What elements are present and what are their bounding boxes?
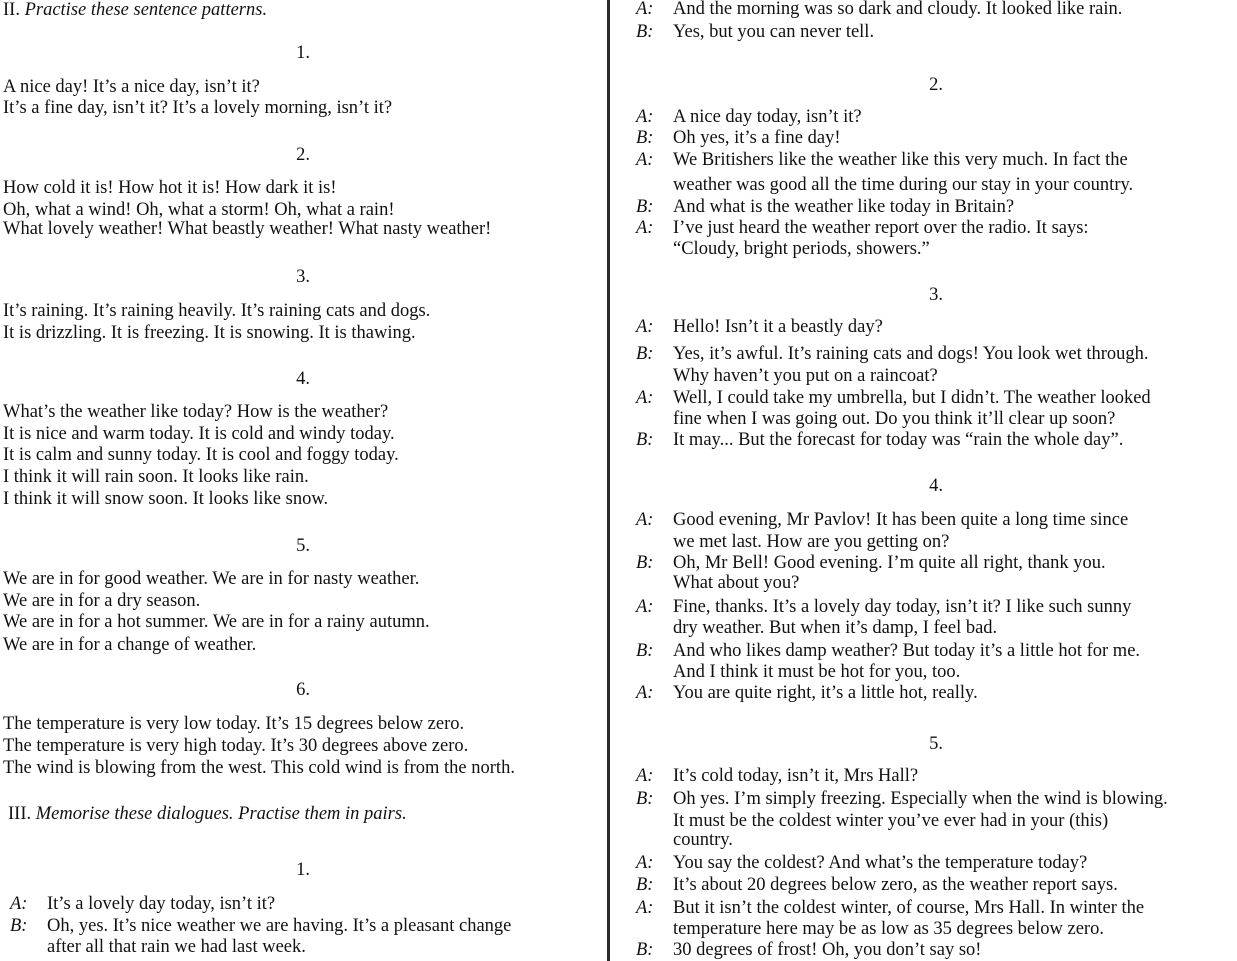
dialogue-line: Oh yes, it’s a fine day! bbox=[673, 128, 841, 148]
dialogue-line: we met last. How are you getting on? bbox=[673, 532, 950, 552]
dialogue-line: fine when I was going out. Do you think it’ll clear up soon? bbox=[673, 409, 1116, 429]
pattern-number: 2. bbox=[296, 145, 310, 165]
pattern-line: A nice day! It’s a nice day, isn’t it? bbox=[3, 77, 260, 97]
pattern-line: It is calm and sunny today. It is cool and foggy today. bbox=[3, 445, 399, 465]
dialogue-line: It’s about 20 degrees below zero, as the weather report says. bbox=[673, 875, 1118, 895]
dialogue-line: after all that rain we had last week. bbox=[47, 937, 306, 957]
speaker-label: A: bbox=[10, 894, 28, 914]
speaker-label: A: bbox=[636, 107, 654, 127]
pattern-line: The temperature is very low today. It’s 15 degrees below zero. bbox=[3, 714, 465, 734]
speaker-label: A: bbox=[636, 510, 654, 530]
dialogue-line: It may... But the forecast for today was “rain the whole day”. bbox=[673, 430, 1124, 450]
dialogue-line: Fine, thanks. It’s a lovely day today, isn’t it? I like such sunny bbox=[673, 597, 1132, 617]
speaker-label: B: bbox=[636, 128, 654, 148]
pattern-number: 5. bbox=[296, 536, 310, 556]
pattern-line: We are in for a dry season. bbox=[3, 591, 201, 611]
right-column bbox=[636, 0, 1236, 961]
dialogue-line: Yes, but you can never tell. bbox=[673, 22, 875, 42]
speaker-label: A: bbox=[636, 388, 654, 408]
dialogue-line: And I think it must be hot for you, too. bbox=[673, 662, 961, 682]
dialogue-line: 30 degrees of frost! Oh, you don’t say so! bbox=[673, 940, 982, 960]
section-title: Practise these sentence patterns. bbox=[24, 0, 268, 20]
speaker-label: A: bbox=[636, 317, 654, 337]
dialogue-line: You say the coldest? And what’s the temperature today? bbox=[673, 853, 1088, 873]
pattern-line: Oh, what a wind! Oh, what a storm! Oh, what a rain! bbox=[3, 200, 395, 220]
pattern-line: The wind is blowing from the west. This cold wind is from the north. bbox=[3, 758, 515, 778]
dialogue-line: And who likes damp weather? But today it’s a little hot for me. bbox=[673, 641, 1141, 661]
speaker-label: A: bbox=[636, 683, 654, 703]
section-title: Memorise these dialogues. Practise them in pairs. bbox=[35, 804, 407, 824]
dialogue-line: Hello! Isn’t it a beastly day? bbox=[673, 317, 883, 337]
pattern-line: I think it will snow soon. It looks like snow. bbox=[3, 489, 329, 509]
pattern-line: It is drizzling. It is freezing. It is snowing. It is thawing. bbox=[3, 323, 416, 343]
speaker-label: B: bbox=[636, 875, 654, 895]
dialogue-line: Oh, Mr Bell! Good evening. I’m quite all right, thank you. bbox=[673, 553, 1106, 573]
section-heading-ii bbox=[3, 0, 267, 21]
dialogue-line: country. bbox=[673, 830, 733, 850]
pattern-line: What’s the weather like today? How is the weather? bbox=[3, 402, 389, 422]
dialogue-line: Oh yes. I’m simply freezing. Especially when the wind is blowing. bbox=[673, 789, 1168, 809]
dialogue-line: Yes, it’s awful. It’s raining cats and dogs! You look wet through. bbox=[673, 344, 1149, 364]
speaker-label: A: bbox=[636, 766, 654, 786]
pattern-line: What lovely weather! What beastly weather! What nasty weather! bbox=[3, 219, 492, 239]
dialogue-line: A nice day today, isn’t it? bbox=[673, 107, 862, 127]
pattern-number: 4. bbox=[296, 369, 310, 389]
section-roman: II. bbox=[3, 0, 20, 20]
section-roman: III. bbox=[8, 804, 32, 824]
section-heading-iii bbox=[8, 803, 407, 825]
speaker-label: B: bbox=[636, 22, 654, 42]
dialogue-line: Good evening, Mr Pavlov! It has been quite a long time since bbox=[673, 510, 1129, 530]
pattern-line: I think it will rain soon. It looks like rain. bbox=[3, 467, 309, 487]
speaker-label: B: bbox=[636, 940, 654, 960]
speaker-label: A: bbox=[636, 853, 654, 873]
dialogue-line: But it isn’t the coldest winter, of course, Mrs Hall. In winter the bbox=[673, 898, 1145, 918]
speaker-label: A: bbox=[636, 0, 654, 19]
pattern-line: We are in for a change of weather. bbox=[3, 635, 257, 655]
pattern-line: The temperature is very high today. It’s 30 degrees above zero. bbox=[3, 736, 469, 756]
left-column bbox=[3, 0, 603, 961]
dialogue-number: 4. bbox=[929, 476, 943, 496]
speaker-label: B: bbox=[636, 553, 654, 573]
dialogue-line: Well, I could take my umbrella, but I didn’t. The weather looked bbox=[673, 388, 1151, 408]
speaker-label: B: bbox=[636, 344, 654, 364]
dialogue-line: Why haven’t you put on a raincoat? bbox=[673, 366, 938, 386]
dialogue-line: And the morning was so dark and cloudy. It looked like rain. bbox=[673, 0, 1123, 19]
dialogue-line: It’s cold today, isn’t it, Mrs Hall? bbox=[673, 766, 919, 786]
pattern-line: We are in for a hot summer. We are in for a rainy autumn. bbox=[3, 612, 430, 632]
dialogue-line: What about you? bbox=[673, 573, 800, 593]
speaker-label: B: bbox=[636, 789, 654, 809]
speaker-label: A: bbox=[636, 218, 654, 238]
speaker-label: B: bbox=[10, 916, 28, 936]
speaker-label: B: bbox=[636, 197, 654, 217]
pattern-line: It is nice and warm today. It is cold and windy today. bbox=[3, 424, 395, 444]
dialogue-line: “Cloudy, bright periods, showers.” bbox=[673, 239, 930, 259]
dialogue-line: dry weather. But when it’s damp, I feel bad. bbox=[673, 618, 998, 638]
dialogue-line: You are quite right, it’s a little hot, really. bbox=[673, 683, 978, 703]
dialogue-number: 2. bbox=[929, 75, 943, 95]
pattern-number: 1. bbox=[296, 43, 310, 63]
speaker-label: B: bbox=[636, 430, 654, 450]
pattern-number: 6. bbox=[296, 680, 310, 700]
dialogue-line: Oh, yes. It’s nice weather we are having. It’s a pleasant change bbox=[47, 916, 512, 936]
pattern-line: We are in for good weather. We are in for nasty weather. bbox=[3, 569, 420, 589]
pattern-line: It’s raining. It’s raining heavily. It’s raining cats and dogs. bbox=[3, 301, 431, 321]
speaker-label: A: bbox=[636, 597, 654, 617]
dialogue-line: I’ve just heard the weather report over the radio. It says: bbox=[673, 218, 1089, 238]
dialogue-line: weather was good all the time during our stay in your country. bbox=[673, 175, 1134, 195]
dialogue-line: temperature here may be as low as 35 degrees below zero. bbox=[673, 919, 1104, 939]
pattern-line: It’s a fine day, isn’t it? It’s a lovely morning, isn’t it? bbox=[3, 98, 393, 118]
dialogue-line: And what is the weather like today in Britain? bbox=[673, 197, 1015, 217]
dialogue-number: 5. bbox=[929, 734, 943, 754]
dialogue-number: 1. bbox=[296, 860, 310, 880]
pattern-line: How cold it is! How hot it is! How dark it is! bbox=[3, 178, 337, 198]
column-divider bbox=[607, 0, 610, 961]
speaker-label: B: bbox=[636, 641, 654, 661]
dialogue-line: It must be the coldest winter you’ve ever had in your (this) bbox=[673, 811, 1109, 831]
dialogue-line: It’s a lovely day today, isn’t it? bbox=[47, 894, 276, 914]
speaker-label: A: bbox=[636, 898, 654, 918]
speaker-label: A: bbox=[636, 150, 654, 170]
dialogue-number: 3. bbox=[929, 285, 943, 305]
pattern-number: 3. bbox=[296, 267, 310, 287]
dialogue-line: We Britishers like the weather like this very much. In fact the bbox=[673, 150, 1128, 170]
